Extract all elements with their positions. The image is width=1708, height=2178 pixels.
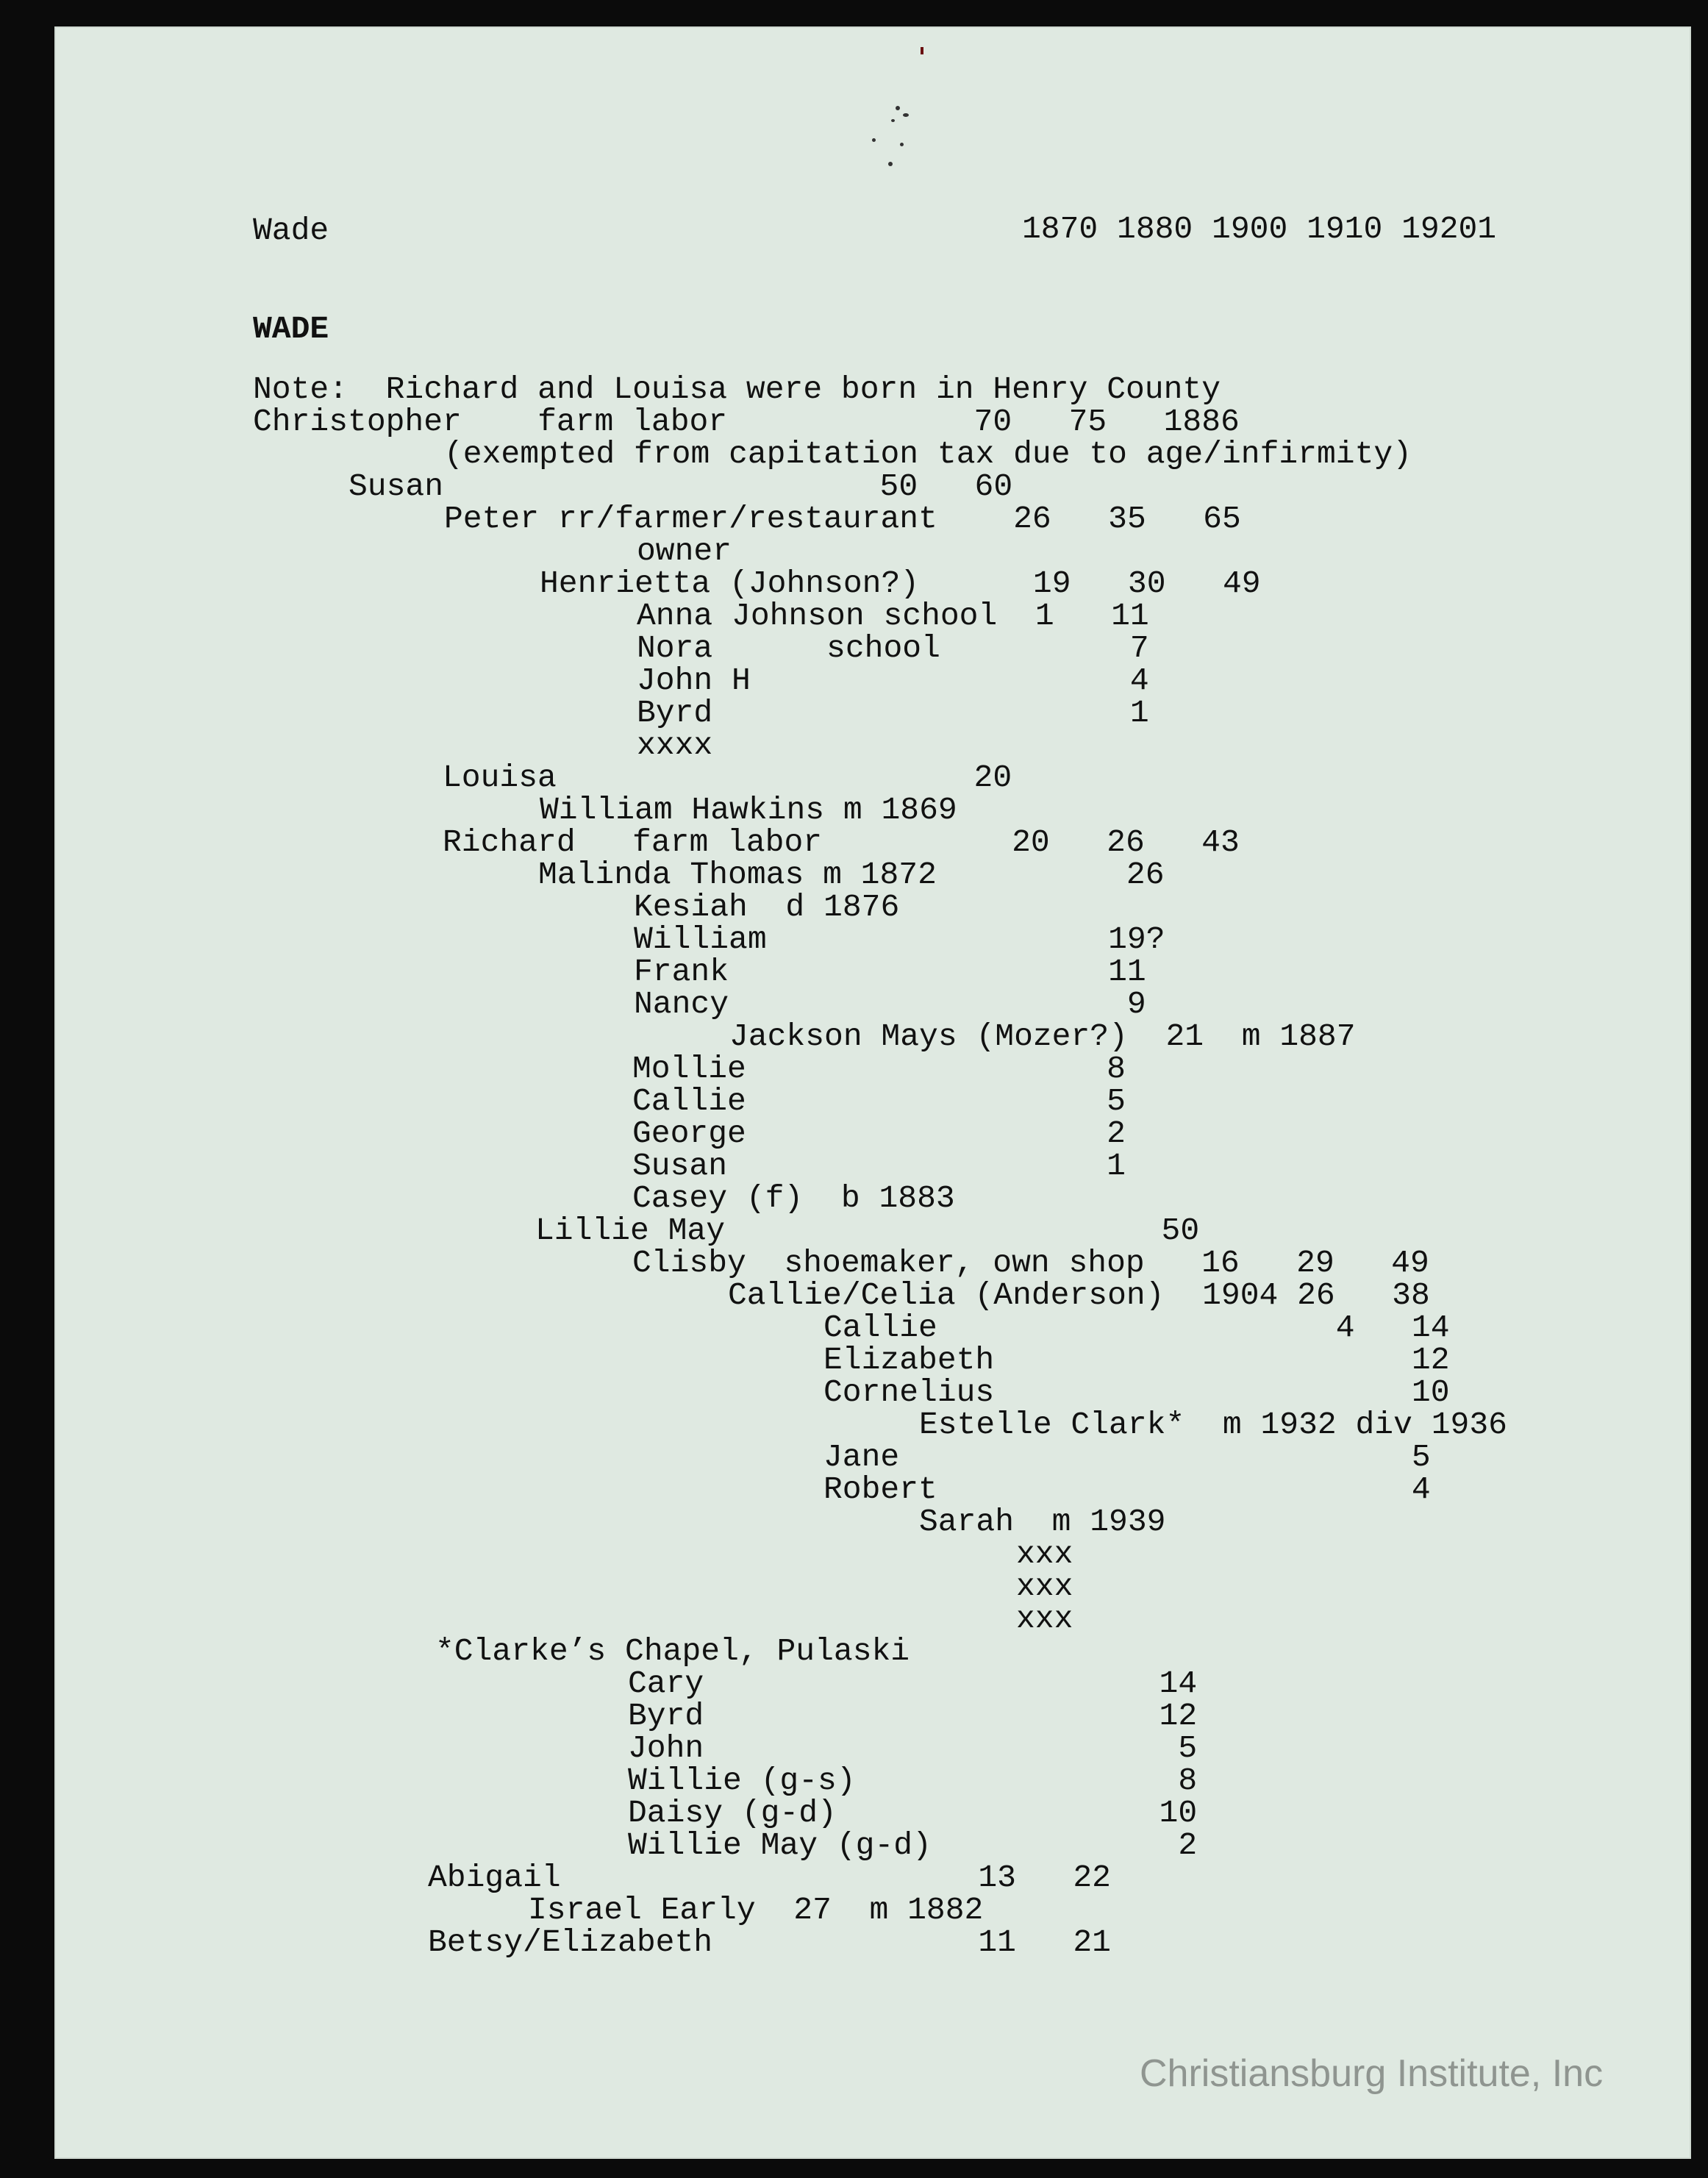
- top-edge-mark: [921, 47, 923, 54]
- entry-xxxx: xxxx: [637, 727, 713, 763]
- entry-richard: Richard farm labor 20 26 43: [443, 824, 1240, 860]
- entry-daisy: Daisy (g-d) 10: [628, 1795, 1198, 1831]
- entry-callie-celia: Callie/Celia (Anderson) 1904 26 38: [728, 1277, 1430, 1313]
- entry-callie-grandchild: Callie 4 14: [823, 1310, 1450, 1346]
- entry-frank: Frank 11: [634, 954, 1146, 990]
- section-title: WADE: [253, 311, 329, 347]
- entry-malinda-thomas: Malinda Thomas m 1872 26: [538, 857, 1165, 893]
- entry-callie: Callie 5: [632, 1083, 1126, 1119]
- entry-casey: Casey (f) b 1883: [632, 1180, 955, 1216]
- entry-xxx-2: xxx: [1016, 1568, 1073, 1604]
- entry-cary: Cary 14: [628, 1665, 1198, 1702]
- entry-xxx-1: xxx: [1016, 1536, 1073, 1572]
- entry-christopher-note: (exempted from capitation tax due to age/infirmity): [444, 436, 1412, 472]
- header-name: Wade: [253, 213, 329, 249]
- entry-henrietta: Henrietta (Johnson?) 19 30 49: [540, 565, 1261, 601]
- entry-susan-child: Susan 1: [632, 1148, 1126, 1184]
- entry-willie: Willie (g-s) 8: [628, 1763, 1198, 1799]
- entry-nancy: Nancy 9: [634, 986, 1146, 1022]
- entry-anna-johnson: Anna Johnson school 1 11: [637, 598, 1149, 634]
- entry-peter: Peter rr/farmer/restaurant 26 35 65: [444, 501, 1241, 537]
- footnote-clarkes-chapel: *Clarke’s Chapel, Pulaski: [435, 1633, 910, 1669]
- entry-sarah: Sarah m 1939: [919, 1504, 1166, 1540]
- entry-betsy-elizabeth: Betsy/Elizabeth 11 21: [428, 1924, 1111, 1960]
- entry-william-hawkins: William Hawkins m 1869: [540, 792, 957, 828]
- document-page: [54, 26, 1691, 2159]
- entry-lillie-may: Lillie May 50: [535, 1213, 1200, 1249]
- entry-byrd: Byrd 1: [637, 695, 1149, 731]
- entry-john-h: John H 4: [637, 663, 1149, 699]
- entry-estelle-clark: Estelle Clark* m 1932 div 1936: [919, 1407, 1507, 1443]
- watermark: Christiansburg Institute, Inc: [1140, 2052, 1604, 2095]
- entry-abigail: Abigail 13 22: [428, 1860, 1111, 1896]
- entry-john: John 5: [628, 1730, 1198, 1766]
- entry-cornelius: Cornelius 10: [823, 1374, 1450, 1410]
- entry-nora: Nora school 7: [637, 630, 1149, 666]
- entry-clisby: Clisby shoemaker, own shop 16 29 49: [632, 1245, 1429, 1281]
- entry-louisa: Louisa 20: [443, 760, 1012, 796]
- entry-jane: Jane 5: [823, 1439, 1431, 1475]
- entry-george: George 2: [632, 1115, 1126, 1152]
- header-years: 1870 1880 1900 1910 19201: [1022, 211, 1497, 247]
- note-line: Note: Richard and Louisa were born in Henry County: [253, 371, 1221, 407]
- entry-kesiah: Kesiah d 1876: [634, 889, 900, 925]
- entry-willie-may: Willie May (g-d) 2: [628, 1827, 1198, 1863]
- entry-william: William 19?: [634, 921, 1165, 957]
- entry-byrd-2: Byrd 12: [628, 1698, 1198, 1734]
- entry-elizabeth: Elizabeth 12: [823, 1342, 1450, 1378]
- entry-israel-early: Israel Early 27 m 1882: [528, 1892, 984, 1928]
- entry-susan: Susan 50 60: [349, 468, 1013, 504]
- entry-jackson-mays: Jackson Mays (Mozer?) 21 m 1887: [729, 1018, 1356, 1054]
- entry-mollie: Mollie 8: [632, 1051, 1126, 1087]
- entry-peter-cont: owner: [637, 533, 732, 569]
- punch-marks: [871, 103, 922, 176]
- entry-xxx-3: xxx: [1016, 1601, 1073, 1637]
- entry-christopher: Christopher farm labor 70 75 1886: [253, 404, 1240, 440]
- entry-robert: Robert 4: [823, 1471, 1431, 1507]
